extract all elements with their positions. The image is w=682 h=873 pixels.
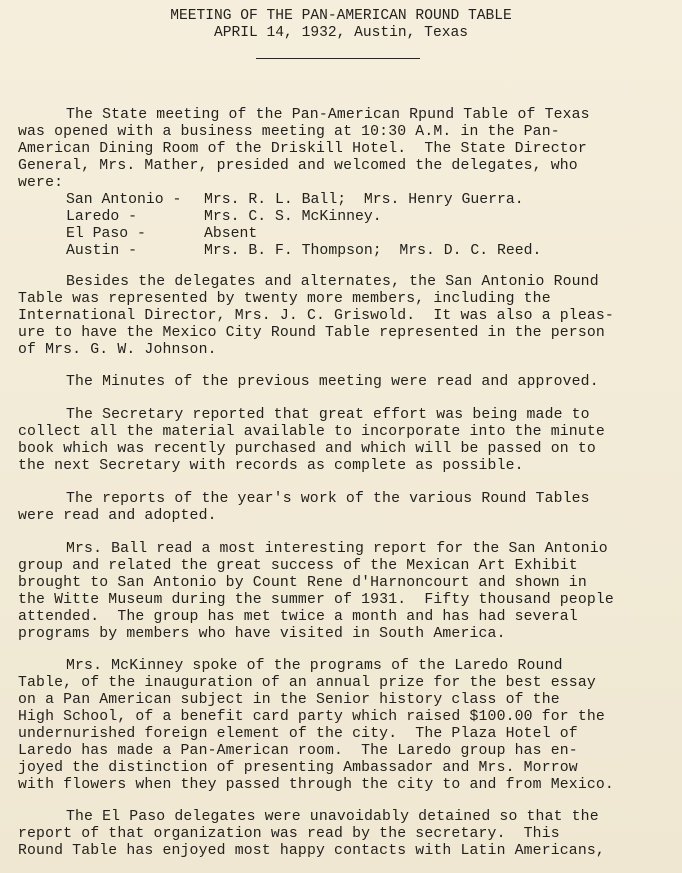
text-line: of Mrs. G. W. Johnson.: [18, 342, 217, 358]
text-line: Table was represented by twenty more members, including the: [18, 291, 551, 307]
delegate-names: Mrs. R. L. Ball; Mrs. Henry Guerra.: [204, 192, 524, 208]
text-line: Mrs. Ball read a most interesting report for the San Antonio: [66, 541, 608, 557]
delegate-names: Absent: [204, 226, 258, 242]
text-line: High School, of a benefit card party which raised $100.00 for the: [18, 709, 605, 725]
text-line: with flowers when they passed through the city to and from Mexico.: [18, 777, 614, 793]
text-line: Besides the delegates and alternates, the San Antonio Round: [66, 274, 599, 290]
text-line: collect all the material available to incorporate into the minute: [18, 424, 605, 440]
delegate-city: San Antonio -: [66, 192, 182, 208]
delegate-names: Mrs. B. F. Thompson; Mrs. D. C. Reed.: [204, 243, 542, 259]
text-line: Table, of the inauguration of an annual prize for the best essay: [18, 675, 596, 691]
text-line: The State meeting of the Pan-American Rpund Table of Texas: [66, 107, 590, 123]
text-line: undernurished foreign element of the city. The Plaza Hotel of: [18, 726, 578, 742]
text-line: Mrs. McKinney spoke of the programs of the Laredo Round: [66, 658, 563, 674]
text-line: brought to San Antonio by Count Rene d'Harnoncourt and shown in: [18, 575, 587, 591]
delegate-city: Austin -: [66, 243, 138, 259]
text-line: Laredo has made a Pan-American room. The Laredo group has en-: [18, 743, 578, 759]
text-line: joyed the distinction of presenting Ambassador and Mrs. Morrow: [18, 760, 578, 776]
text-line: The Minutes of the previous meeting were read and approved.: [66, 374, 599, 390]
delegate-city: El Paso -: [66, 226, 146, 242]
text-line: attended. The group has met twice a month and has had several: [18, 609, 578, 625]
document-date-location: APRIL 14, 1932, Austin, Texas: [214, 25, 468, 41]
text-line: the Witte Museum during the summer of 1931. Fifty thousand people: [18, 592, 614, 608]
text-line: group and related the great success of the Mexican Art Exhibit: [18, 558, 578, 574]
text-line: was opened with a business meeting at 10:30 A.M. in the Pan-: [18, 124, 560, 140]
document-title: MEETING OF THE PAN-AMERICAN ROUND TABLE: [170, 8, 512, 24]
text-line: American Dining Room of the Driskill Hotel. The State Director: [18, 141, 587, 157]
text-line: book which was recently purchased and which will be passed on to: [18, 441, 596, 457]
text-line: report of that organization was read by the secretary. This: [18, 826, 560, 842]
title-underline-divider: [256, 58, 420, 59]
delegate-names: Mrs. C. S. McKinney.: [204, 209, 382, 225]
text-line: The Secretary reported that great effort was being made to: [66, 407, 590, 423]
text-line: International Director, Mrs. J. C. Griswold. It was also a pleas-: [18, 308, 614, 324]
text-line: were read and adopted.: [18, 508, 217, 524]
text-line: The reports of the year's work of the various Round Tables: [66, 491, 590, 507]
text-line: on a Pan American subject in the Senior history class of the: [18, 692, 560, 708]
delegate-city: Laredo -: [66, 209, 138, 225]
text-line: were:: [18, 175, 64, 191]
text-line: ure to have the Mexico City Round Table represented in the person: [18, 325, 605, 341]
text-line: The El Paso delegates were unavoidably detained so that the: [66, 809, 599, 825]
text-line: programs by members who have visited in South America.: [18, 626, 506, 642]
text-line: General, Mrs. Mather, presided and welcomed the delegates, who: [18, 158, 578, 174]
text-line: Round Table has enjoyed most happy contacts with Latin Americans,: [18, 843, 605, 859]
text-line: the next Secretary with records as complete as possible.: [18, 458, 524, 474]
